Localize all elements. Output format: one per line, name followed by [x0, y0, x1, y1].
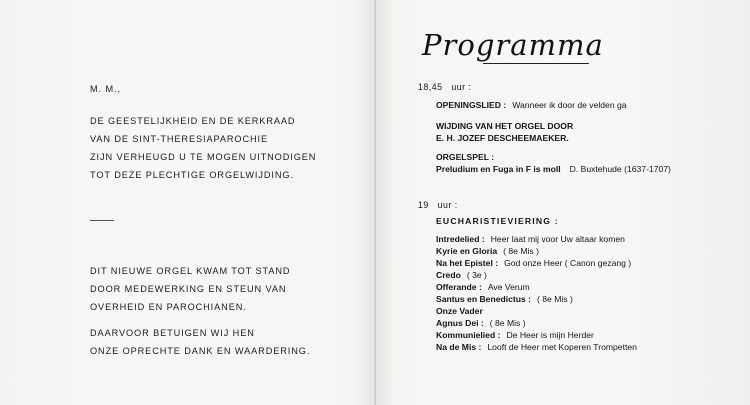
- organ-line: OVERHEID EN PAROCHIANEN.: [90, 302, 247, 312]
- invitation-line: TOT DEZE PLECHTIGE ORGELWIJDING.: [90, 170, 294, 180]
- item-text: Wanneer ik door de velden ga: [512, 100, 627, 110]
- show-through-text: [60, 178, 66, 204]
- item-label: Santus en Benedictus :: [436, 294, 532, 304]
- programme-item: [436, 330, 594, 340]
- item-text: ( 8e Mis ): [503, 246, 539, 256]
- item-label: Na het Epistel :: [436, 258, 499, 268]
- item-text: ( 3e ): [466, 270, 487, 280]
- item-label: Offerande :: [436, 282, 482, 292]
- programme-item: [436, 294, 573, 304]
- item-label: Intredelied :: [436, 234, 485, 244]
- time-value: 19: [418, 200, 429, 210]
- wijding-line: E. H. JOZEF DESCHEEMAEKER.: [436, 133, 569, 143]
- invitation-line: DE GEESTELIJKHEID EN DE KERKRAAD: [90, 116, 296, 126]
- title-underline: [483, 63, 589, 64]
- programme-item: [436, 258, 631, 268]
- time-slot-2: [418, 200, 458, 210]
- item-text: De Heer is mijn Herder: [506, 330, 594, 340]
- programme-title: Programma: [422, 28, 604, 62]
- item-label: Kyrie en Gloria: [436, 246, 498, 256]
- separator-dash: [90, 220, 114, 221]
- programme-item: [436, 246, 539, 256]
- salutation: M. M.,: [90, 84, 121, 94]
- orgelspel-row: [436, 164, 671, 174]
- programme-item: [436, 342, 637, 352]
- programme-item: [436, 270, 487, 280]
- item-label: Agnus Dei :: [436, 318, 484, 328]
- item-label: OPENINGSLIED :: [436, 100, 507, 110]
- piece-title: Preludium en Fuga in F is moll: [436, 164, 561, 174]
- item-label: Na de Mis :: [436, 342, 482, 352]
- openingslied-row: [436, 100, 627, 110]
- time-unit: uur :: [437, 200, 458, 210]
- item-text: ( 8e Mis ): [537, 294, 573, 304]
- thanks-line: DAARVOOR BETUIGEN WIJ HEN: [90, 328, 255, 338]
- orgelspel-label: ORGELSPEL :: [436, 152, 495, 162]
- item-label: Onze Vader: [436, 306, 483, 316]
- time-slot-1: [418, 82, 471, 92]
- time-value: 18,45: [418, 82, 443, 92]
- item-label: Credo: [436, 270, 461, 280]
- time-unit: uur :: [451, 82, 472, 92]
- invitation-line: VAN DE SINT-THERESIAPAROCHIE: [90, 134, 269, 144]
- programme-item: [436, 318, 526, 328]
- programme-item: [436, 234, 625, 244]
- item-text: Heer laat mij voor Uw altaar komen: [490, 234, 625, 244]
- item-text: God onze Heer ( Canon gezang ): [504, 258, 632, 268]
- invitation-line: ZIJN VERHEUGD U TE MOGEN UITNODIGEN: [90, 152, 317, 162]
- composer: D. Buxtehude (1637-1707): [569, 164, 671, 174]
- programme-item: [436, 306, 489, 316]
- item-text: ( 8e Mis ): [489, 318, 526, 328]
- wijding-line: WIJDING VAN HET ORGEL DOOR: [436, 121, 574, 131]
- organ-line: DOOR MEDEWERKING EN STEUN VAN: [90, 284, 287, 294]
- programme-item: [436, 282, 530, 292]
- item-text: Looft de Heer met Koperen Trompetten: [487, 342, 637, 352]
- thanks-line: ONZE OPRECHTE DANK EN WAARDERING.: [90, 346, 311, 356]
- item-text: Ave Verum: [487, 282, 530, 292]
- eucharistieviering-heading: EUCHARISTIEVIERING :: [436, 216, 559, 226]
- item-label: Kommunielied :: [436, 330, 501, 340]
- organ-line: DIT NIEUWE ORGEL KWAM TOT STAND: [90, 266, 291, 276]
